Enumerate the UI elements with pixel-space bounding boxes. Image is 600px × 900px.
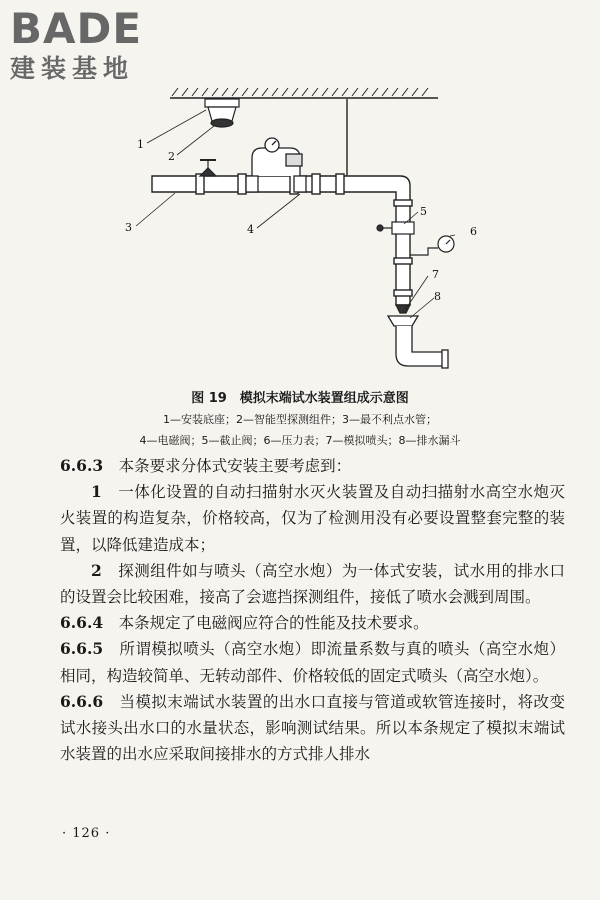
detector-mount xyxy=(205,99,239,127)
item-number: 1 xyxy=(91,482,102,502)
stop-valve-main xyxy=(200,160,216,176)
label-7: 7 xyxy=(432,268,439,281)
section-text: 本条要求分体式安装主要考虑到： xyxy=(118,457,352,475)
stop-valve-riser xyxy=(377,222,414,234)
figure-legend-line-1: 1—安装底座；2—智能型探测组件；3—最不利点水管； xyxy=(163,413,437,426)
logo-sub-text: 建装基地 xyxy=(10,54,135,83)
item-text: 探测组件如与喷头（高空水炮）为一体式安装，试水用的排水口的设置会比较困难，接高了会遮挡探测组件，接低了喷水会溅到周围。 xyxy=(60,561,565,607)
logo-main-text: BADE xyxy=(10,4,143,53)
section-number: 6.6.3 xyxy=(60,456,104,475)
section-6-6-5 xyxy=(60,636,565,688)
page-number: · 126 · xyxy=(62,826,111,841)
label-6: 6 xyxy=(470,225,477,238)
pressure-gauge xyxy=(410,236,454,255)
ceiling xyxy=(170,88,438,98)
section-text: 当模拟末端试水装置的出水口直接与管道或软管连接时，将改变试水接头出水口的水量状态，影响测试结果。所以本条规定了模拟末端试水装置的出水应采取间接排水的方式排人排水 xyxy=(60,692,565,764)
figure-title: 图 19 模拟末端试水装置组成示意图 xyxy=(191,391,409,406)
drain-funnel xyxy=(388,316,448,368)
item-1 xyxy=(60,479,565,558)
section-text: 本条规定了电磁阀应符合的性能及技术要求。 xyxy=(118,614,429,633)
main-pipe xyxy=(152,174,412,305)
label-1: 1 xyxy=(137,138,144,151)
body-text xyxy=(60,453,565,767)
item-number: 2 xyxy=(91,560,102,580)
pipe-diagram xyxy=(0,0,600,385)
section-number: 6.6.4 xyxy=(60,613,104,633)
label-4: 4 xyxy=(247,223,254,236)
section-number: 6.6.6 xyxy=(60,691,104,711)
item-2 xyxy=(60,558,565,610)
label-8: 8 xyxy=(434,290,441,303)
section-text: 所谓模拟喷头（高空水炮）即流量系数与真的喷头（高空水炮）相同，构造较简单、无转动部件、价格较低的固定式喷头（高空水炮）。 xyxy=(60,640,565,685)
figure-legend-line-2: 4—电磁阀；5—截止阀；6—压力表；7—模拟喷头；8—排水漏斗 xyxy=(139,434,461,447)
label-5: 5 xyxy=(420,205,427,218)
section-6-6-3 xyxy=(60,453,565,479)
label-3: 3 xyxy=(125,221,132,234)
section-number: 6.6.5 xyxy=(60,639,104,659)
section-6-6-6 xyxy=(60,689,565,768)
label-2: 2 xyxy=(168,150,175,163)
section-6-6-4 xyxy=(60,610,565,636)
item-text: 一体化设置的自动扫描射水灭火装置及自动扫描射水高空水炮灭火装置的构造复杂，价格较高，仅为了检测用没有必要设置整套完整的装置，以降低建造成本； xyxy=(60,483,565,554)
